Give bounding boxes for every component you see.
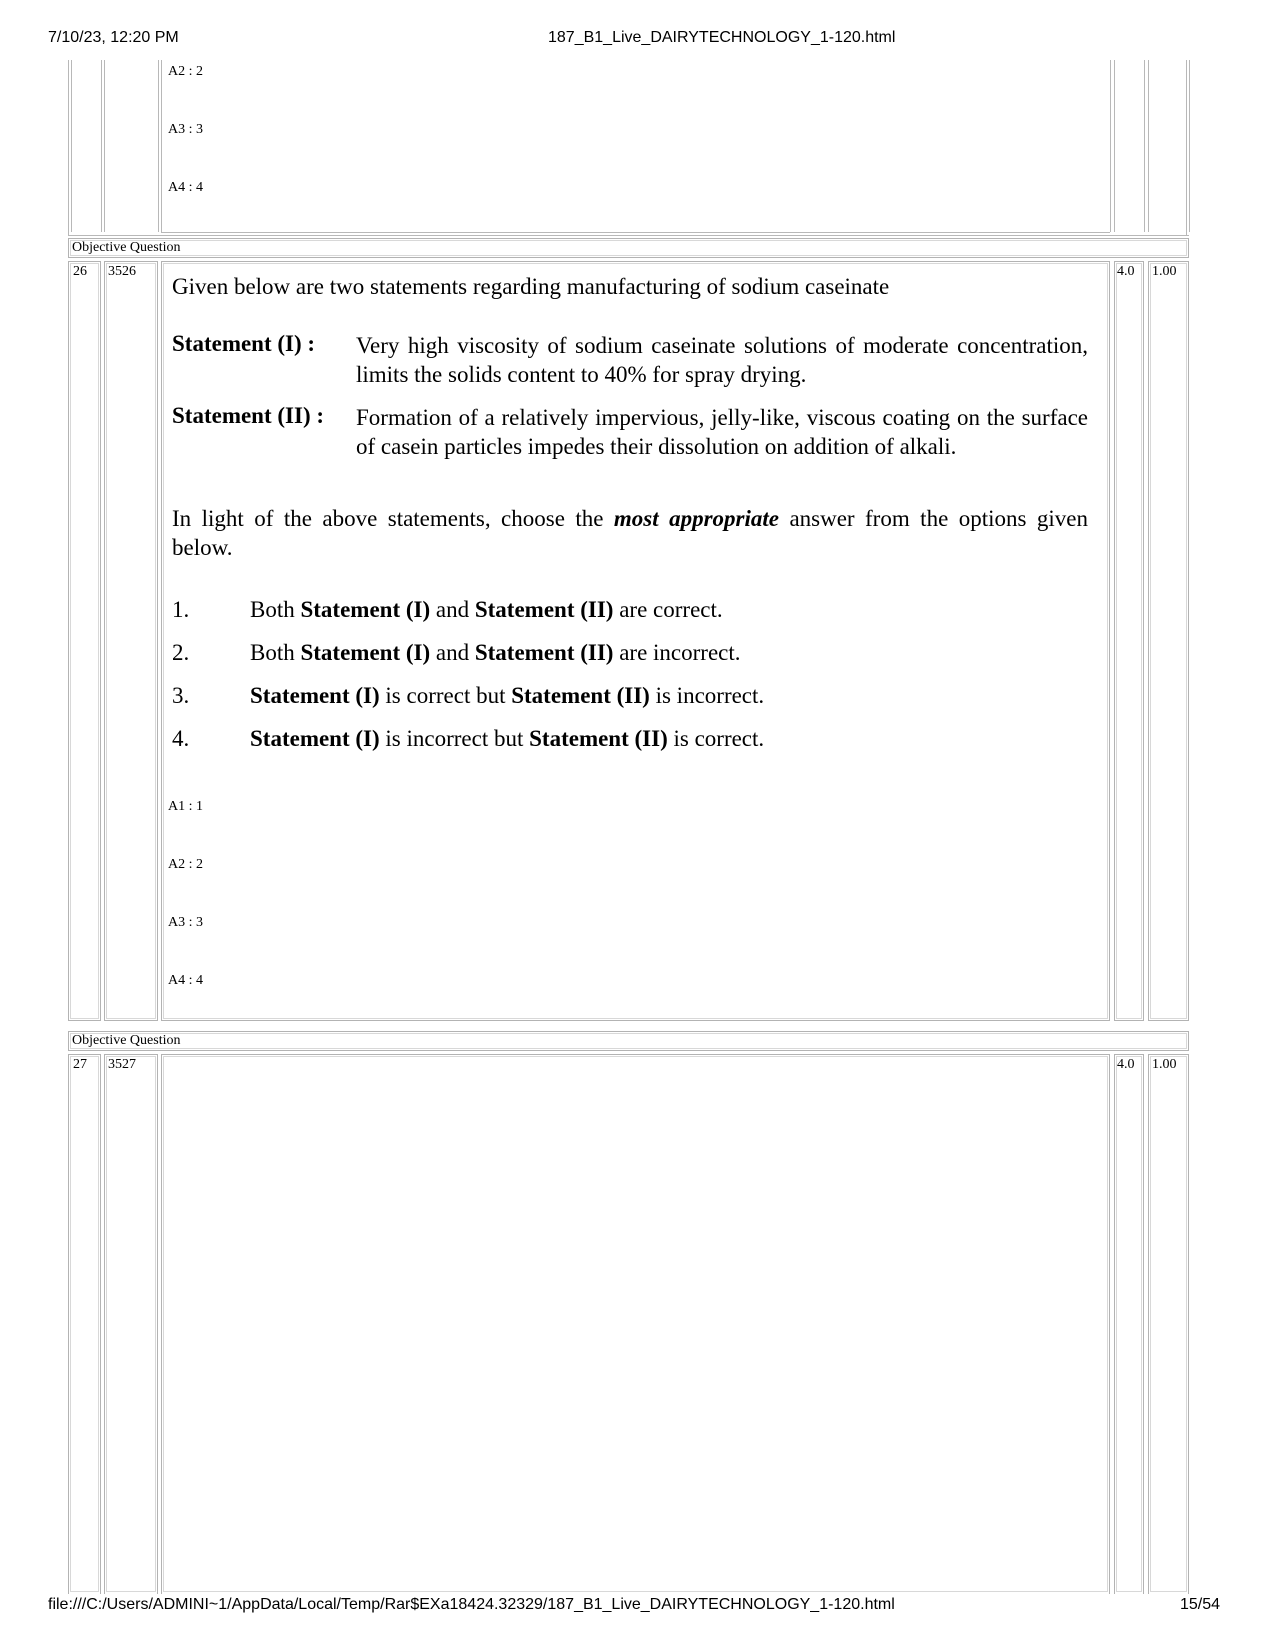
statement-2-label: Statement (II) : [172, 403, 325, 428]
prev-answer-2: A2 : 2 [168, 64, 203, 79]
negative-marks: 1.00 [1152, 1057, 1177, 1072]
answer-1: A1 : 1 [168, 799, 203, 814]
section-label: Objective Question [72, 240, 181, 255]
option-3-text: Statement (I) is correct but Statement (II) is incorrect. [250, 683, 765, 708]
print-title: 187_B1_Live_DAIRYTECHNOLOGY_1-120.html [548, 29, 896, 46]
print-page-number: 15/54 [1180, 1596, 1221, 1613]
option-3-number: 3. [172, 683, 190, 708]
question-body-cell [161, 1054, 1110, 1594]
negative-marks-cell [1148, 1054, 1189, 1594]
question-id: 3526 [108, 264, 136, 279]
option-4-text: Statement (I) is incorrect but Statement (II) is correct. [250, 726, 765, 751]
answer-4: A4 : 4 [168, 973, 203, 988]
option-1-number: 1. [172, 597, 190, 622]
negative-marks-cell [1148, 261, 1189, 1021]
question-number: 27 [73, 1057, 87, 1072]
qid-cell [104, 261, 158, 1021]
negative-marks: 1.00 [1152, 264, 1177, 279]
sno-cell [68, 1054, 101, 1594]
section-label: Objective Question [72, 1033, 181, 1048]
question-intro: Given below are two statements regarding manufacturing of sodium caseinate [172, 274, 890, 299]
prompt-emphasis: most appropriate [613, 506, 779, 531]
marks: 4.0 [1117, 264, 1135, 279]
marks-cell [1114, 261, 1144, 1021]
marks-cell [1114, 1054, 1144, 1594]
answer-2: A2 : 2 [168, 857, 203, 872]
option-2-number: 2. [172, 640, 190, 665]
section-header-cell [68, 238, 1189, 258]
prev-answer-3: A3 : 3 [168, 122, 203, 137]
question-number: 26 [73, 264, 87, 279]
option-2-text: Both Statement (I) and Statement (II) are incorrect. [250, 640, 741, 665]
option-4-number: 4. [172, 726, 190, 751]
statement-1-text: Very high viscosity of sodium caseinate solutions of moderate concentration, limits the solids content to 40% for spray drying. [356, 333, 1088, 387]
print-timestamp: 7/10/23, 12:20 PM [48, 29, 179, 46]
option-1-text: Both Statement (I) and Statement (II) are correct. [250, 597, 723, 622]
marks: 4.0 [1117, 1057, 1135, 1072]
statement-2-text: Formation of a relatively impervious, jelly-like, viscous coating on the surface of casein particles impedes their dissolution on addition of alkali. [356, 405, 1088, 459]
prev-answer-4: A4 : 4 [168, 180, 203, 195]
qid-cell [104, 1054, 158, 1594]
question-prompt: In light of the above statements, choose the most appropriate answer from the options given below. [172, 506, 1089, 560]
question-id: 3527 [108, 1057, 136, 1072]
section-header-cell [68, 1031, 1189, 1051]
answer-3: A3 : 3 [168, 915, 203, 930]
print-url: file:///C:/Users/ADMINI~1/AppData/Local/Temp/Rar$EXa18424.32329/187_B1_Live_DAIRYTECHNOLOGY_1-120.html [48, 1596, 895, 1613]
sno-cell [68, 261, 101, 1021]
statement-1-label: Statement (I) : [172, 331, 316, 356]
